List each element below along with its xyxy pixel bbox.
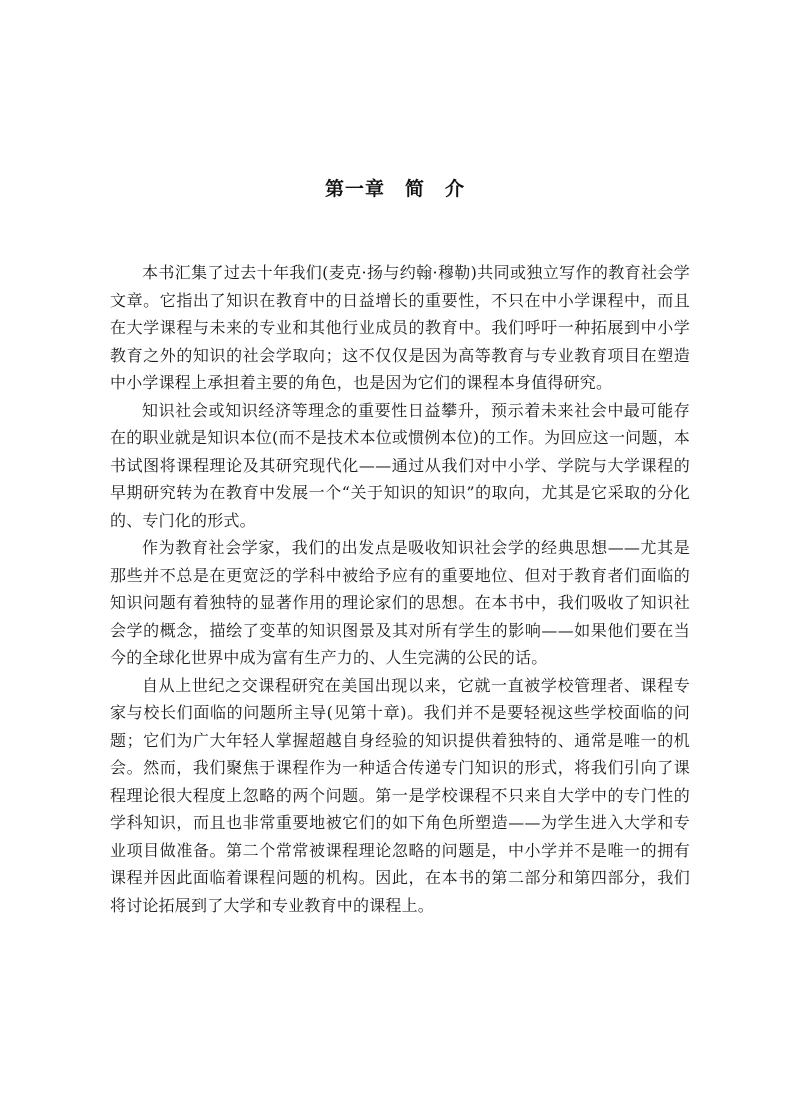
- paragraph: 知识社会或知识经济等理念的重要性日益攀升，预示着未来社会中最可能存在的职业就是知识本位(而不是技术本位或惯例本位)的工作。为回应这一问题，本书试图将课程理论及其研究现代化——通过从我们对中小学、学院与大学课程的早期研究转为在教育中发展一个“关于知识的知识”的取向，尤其是它采取的分化的、专门化的形式。: [110, 400, 690, 530]
- paragraph: 本书汇集了过去十年我们(麦克·扬与约翰·穆勒)共同或独立写作的教育社会学文章。它指出了知识在教育中的日益增长的重要性，不只在中小学课程中，而且在大学课程与未来的专业和其他行业成员的教育中。我们呼吁一种拓展到中小学教育之外的知识的社会学取向；这不仅仅是因为高等教育与专业教育项目在塑造中小学课程上承担着主要的角色，也是因为它们的课程本身值得研究。: [110, 263, 690, 392]
- paragraph: 作为教育社会学家，我们的出发点是吸收知识社会学的经典思想——尤其是那些并不总是在更宽泛的学科中被给予应有的重要地位、但对于教育者们面临的知识问题有着独特的显著作用的理论家们的思想。在本书中，我们吸收了知识社会学的概念，描绘了变革的知识图景及其对所有学生的影响——如果他们要在当今的全球化世界中成为富有生产力的、人生完满的公民的话。: [110, 538, 690, 667]
- chapter-body: [110, 259, 690, 919]
- paragraph: 自从上世纪之交课程研究在美国出现以来，它就一直被学校管理者、课程专家与校长们面临的问题所主导(见第十章)。我们并不是要轻视这些学校面临的问题；它们为广大年轻人掌握超越自身经验的知识提供着独特的、通常是唯一的机会。然而，我们聚焦于课程作为一种适合传递专门知识的形式，将我们引向了课程理论很大程度上忽略的两个问题。第一是学校课程不只来自大学中的专门性的学科知识，而且也非常重要地被它们的如下角色所塑造——为学生进入大学和专业项目做准备。第二个常常被课程理论忽略的问题是，中小学并不是唯一的拥有课程并因此面临着课程问题的机构。因此，在本书的第二部分和第四部分，我们将讨论拓展到了大学和专业教育中的课程上。: [110, 675, 690, 915]
- chapter-title: 第一章 简 介: [324, 178, 465, 200]
